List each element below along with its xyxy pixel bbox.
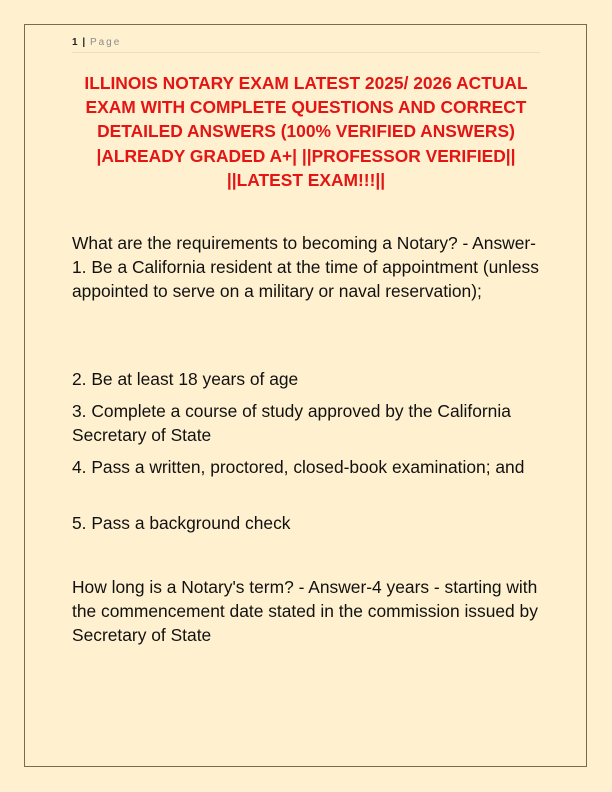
question-1: What are the requirements to becoming a Notary? - Answer-1. Be a California resident at the time of appointment (unless appointed to serve on a military or naval reservation); xyxy=(72,233,539,301)
question-2: How long is a Notary's term? - Answer-4 years - starting with the commencement date stated in the commission issued by Secretary of State xyxy=(72,577,538,645)
document-title: ILLINOIS NOTARY EXAM LATEST 2025/ 2026 ACTUAL EXAM WITH COMPLETE QUESTIONS AND CORRECT DETAILED ANSWERS (100% VERIFIED ANSWERS) |ALREADY GRADED A+| ||PROFESSOR VERIFIED|| ||LATEST EXAM!!!|| xyxy=(84,73,528,190)
header-separator: | xyxy=(82,37,86,48)
page-header xyxy=(72,36,540,53)
page-number: 1 xyxy=(72,37,78,48)
page-label: Page xyxy=(89,37,122,48)
requirement-item-4: 4. Pass a written, proctored, closed-book examination; and xyxy=(72,457,525,477)
requirement-item-5: 5. Pass a background check xyxy=(72,513,291,533)
requirement-item-2: 2. Be at least 18 years of age xyxy=(72,369,299,389)
requirement-item-3: 3. Complete a course of study approved by the California Secretary of State xyxy=(72,401,511,445)
